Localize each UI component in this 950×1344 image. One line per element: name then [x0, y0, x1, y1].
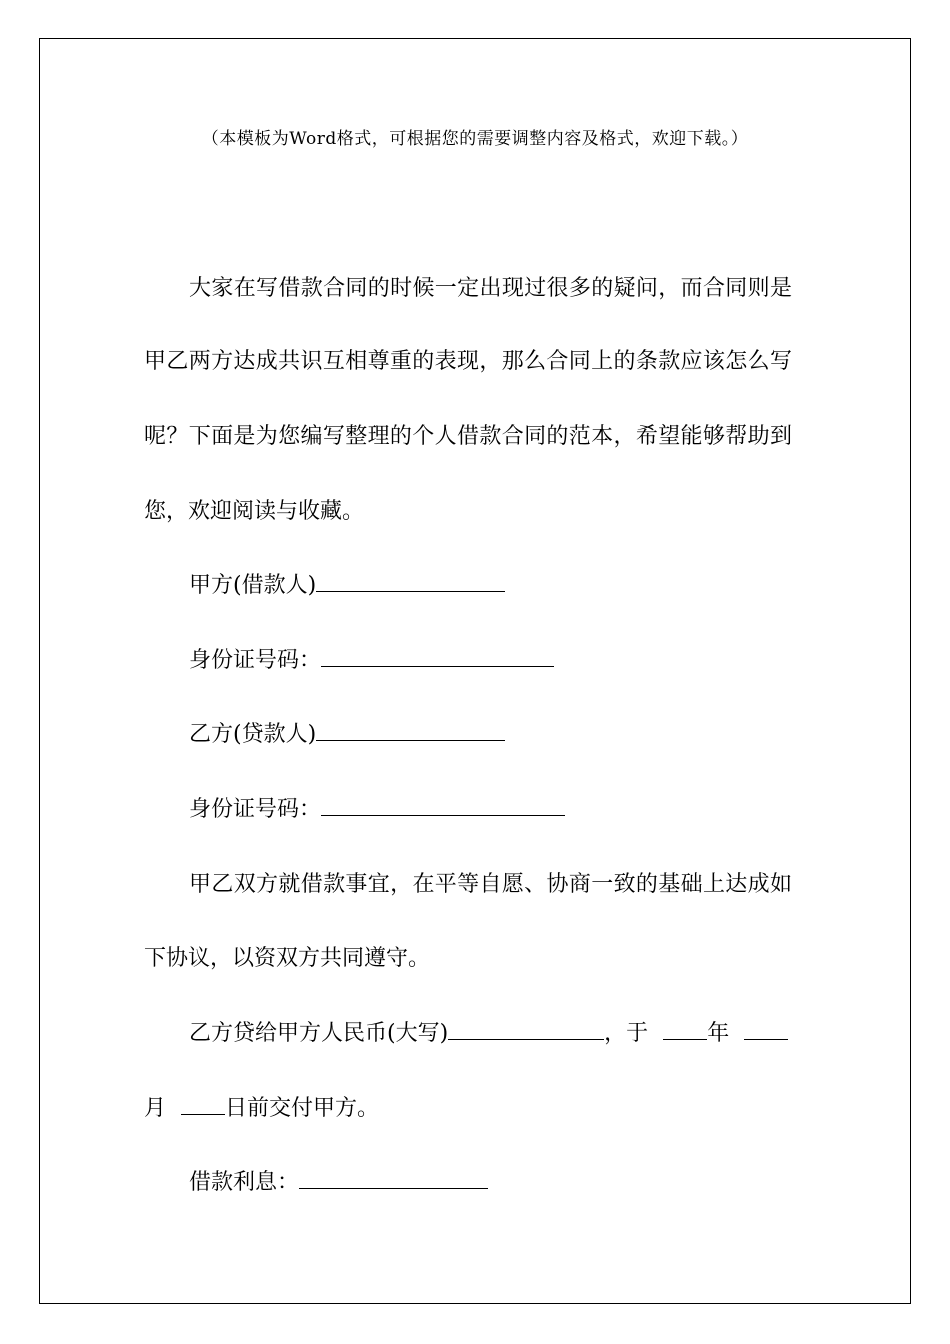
interest-row	[189, 1168, 488, 1198]
party-a-id-row	[189, 646, 554, 676]
party-a-name-blank	[316, 571, 505, 592]
intro-line-4: 您，欢迎阅读与收藏。	[144, 499, 365, 524]
interest-label: 借款利息：	[189, 1170, 300, 1195]
loan-year-label: 年	[707, 1021, 730, 1046]
loan-day-blank	[181, 1094, 225, 1115]
loan-clause-prefix: 乙方贷给甲方人民币(大写)	[189, 1021, 449, 1046]
loan-date-connector: ，于	[604, 1021, 649, 1046]
loan-day-text: 日前交付甲方。	[225, 1096, 380, 1121]
agreement-line-1: 甲乙双方就借款事宜，在平等自愿、协商一致的基础上达成如	[189, 872, 792, 897]
template-note: （本模板为Word格式，可根据您的需要调整内容及格式，欢迎下载。）	[201, 129, 749, 149]
interest-blank	[299, 1168, 488, 1189]
party-a-id-blank	[321, 646, 554, 667]
party-a-row	[189, 571, 505, 601]
party-b-name-blank	[316, 720, 505, 741]
loan-month-blank	[744, 1019, 788, 1040]
party-b-id-blank	[321, 795, 565, 816]
intro-line-1: 大家在写借款合同的时候一定出现过很多的疑问，而合同则是	[189, 276, 792, 301]
loan-year-blank	[663, 1019, 707, 1040]
party-a-label: 甲方(借款人)	[189, 573, 317, 598]
party-a-id-label: 身份证号码：	[189, 648, 322, 673]
loan-clause-row-2	[144, 1094, 379, 1124]
party-b-id-row	[189, 795, 565, 825]
loan-month-label: 月	[144, 1096, 167, 1121]
intro-line-3: 呢？下面是为您编写整理的个人借款合同的范本，希望能够帮助到	[144, 424, 792, 449]
party-b-row	[189, 720, 505, 750]
agreement-line-2: 下协议，以资双方共同遵守。	[144, 946, 431, 971]
party-b-id-label: 身份证号码：	[189, 797, 322, 822]
party-b-label: 乙方(贷款人)	[189, 722, 317, 747]
loan-clause-row	[189, 1019, 788, 1049]
loan-amount-blank	[448, 1019, 604, 1040]
intro-line-2: 甲乙两方达成共识互相尊重的表现，那么合同上的条款应该怎么写	[144, 349, 792, 374]
